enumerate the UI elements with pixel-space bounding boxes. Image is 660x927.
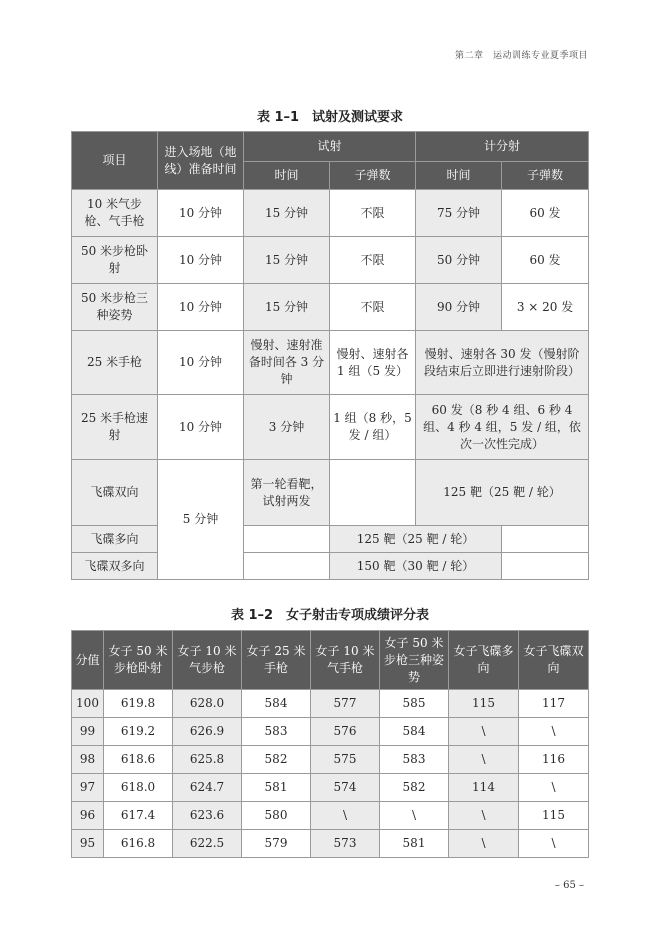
cell-scoring: 125 靶（25 靶 / 轮）: [330, 526, 502, 553]
cell-prep: 5 分钟: [158, 460, 244, 580]
cell-score: 628.0: [173, 690, 242, 718]
cell-score-value: 98: [72, 746, 104, 774]
table-row: [72, 395, 589, 460]
cell-score: 576: [311, 718, 380, 746]
header-score-ammo: 子弹数: [502, 162, 589, 190]
cell-score: 619.2: [104, 718, 173, 746]
cell-score-value: 96: [72, 802, 104, 830]
header-10m-air-rifle: 女子 10 米气步枪: [173, 631, 242, 690]
cell-score: 582: [242, 746, 311, 774]
cell-score: \: [449, 718, 519, 746]
cell-trial-ammo: 不限: [330, 190, 416, 237]
cell-item: 飞碟多向: [72, 526, 158, 553]
cell-trial-time: 慢射、速射准备时间各 3 分钟: [244, 331, 330, 395]
cell-score: 114: [449, 774, 519, 802]
cell-score: 582: [380, 774, 449, 802]
cell-trial-ammo: 1 组（8 秒，5 发 / 组）: [330, 395, 416, 460]
cell-score: 581: [380, 830, 449, 858]
cell-trial-ammo: 不限: [330, 237, 416, 284]
cell-trial-ammo: 不限: [330, 284, 416, 331]
cell-score: 617.4: [104, 802, 173, 830]
cell-score: 577: [311, 690, 380, 718]
cell-score: \: [519, 718, 589, 746]
cell-score: 580: [242, 802, 311, 830]
cell-score: 115: [519, 802, 589, 830]
header-item: 项目: [72, 132, 158, 190]
table-row: [72, 237, 589, 284]
cell-trial-time: 3 分钟: [244, 395, 330, 460]
header-trial-ammo: 子弹数: [330, 162, 416, 190]
cell-score-ammo: 60 发: [502, 190, 589, 237]
cell-score: 624.7: [173, 774, 242, 802]
table-row: [72, 774, 589, 802]
cell-score: 619.8: [104, 690, 173, 718]
cell-score: 585: [380, 690, 449, 718]
cell-item: 25 米手枪速射: [72, 395, 158, 460]
table1-title: 表 1–1 试射及测试要求: [256, 110, 404, 125]
table-row: [72, 746, 589, 774]
cell-score-value: 99: [72, 718, 104, 746]
cell-trial-time: 15 分钟: [244, 284, 330, 331]
cell-prep: 10 分钟: [158, 190, 244, 237]
running-header: 第二章 运动训练专业夏季项目: [454, 51, 588, 61]
table2-title: 表 1–2 女子射击专项成绩评分表: [230, 608, 430, 623]
cell-trial-time: [244, 526, 330, 553]
cell-score: 625.8: [173, 746, 242, 774]
cell-item: 50 米步枪卧射: [72, 237, 158, 284]
table-row: [72, 526, 589, 553]
cell-score: \: [449, 830, 519, 858]
cell-trial-ammo: 慢射、速射各 1 组（5 发）: [330, 331, 416, 395]
header-trap: 女子飞碟多向: [449, 631, 519, 690]
cell-trial-ammo: [330, 460, 416, 526]
header-double-trap: 女子飞碟双向: [519, 631, 589, 690]
cell-score: 623.6: [173, 802, 242, 830]
cell-score: 579: [242, 830, 311, 858]
cell-scoring: 慢射、速射各 30 发（慢射阶段结束后立即进行速射阶段）: [416, 331, 589, 395]
cell-score-ammo: [502, 526, 589, 553]
cell-score: 583: [380, 746, 449, 774]
cell-score: \: [311, 802, 380, 830]
test-requirements-table: [71, 131, 589, 580]
cell-score: 583: [242, 718, 311, 746]
header-50m-prone: 女子 50 米步枪卧射: [104, 631, 173, 690]
cell-score-ammo: [502, 553, 589, 580]
cell-scoring: 125 靶（25 靶 / 轮）: [416, 460, 589, 526]
cell-trial-time: 第一轮看靶，试射两发: [244, 460, 330, 526]
cell-score: 584: [380, 718, 449, 746]
cell-trial-time: 15 分钟: [244, 237, 330, 284]
cell-score: 626.9: [173, 718, 242, 746]
table-row: [72, 802, 589, 830]
cell-score: 117: [519, 690, 589, 718]
cell-item: 10 米气步枪、气手枪: [72, 190, 158, 237]
header-trial: 试射: [244, 132, 416, 162]
cell-score: 618.0: [104, 774, 173, 802]
table-row: [72, 460, 589, 526]
cell-item: 50 米步枪三种姿势: [72, 284, 158, 331]
header-trial-time: 时间: [244, 162, 330, 190]
cell-score-time: 90 分钟: [416, 284, 502, 331]
table-row: [72, 718, 589, 746]
cell-score: \: [380, 802, 449, 830]
cell-score: \: [519, 774, 589, 802]
table-row: [72, 553, 589, 580]
cell-item: 飞碟双多向: [72, 553, 158, 580]
header-prep: 进入场地（地线）准备时间: [158, 132, 244, 190]
cell-score: \: [449, 802, 519, 830]
cell-score-value: 100: [72, 690, 104, 718]
cell-prep: 10 分钟: [158, 331, 244, 395]
header-25m-pistol: 女子 25 米手枪: [242, 631, 311, 690]
table-row: [72, 690, 589, 718]
cell-item: 25 米手枪: [72, 331, 158, 395]
cell-trial-time: [244, 553, 330, 580]
table-row: [72, 284, 589, 331]
cell-score: 584: [242, 690, 311, 718]
cell-score-time: 75 分钟: [416, 190, 502, 237]
cell-score: 618.6: [104, 746, 173, 774]
cell-score: 115: [449, 690, 519, 718]
cell-score: 573: [311, 830, 380, 858]
cell-score-time: 50 分钟: [416, 237, 502, 284]
header-50m-3-positions: 女子 50 米步枪三种姿势: [380, 631, 449, 690]
header-score-time: 时间: [416, 162, 502, 190]
cell-score-value: 97: [72, 774, 104, 802]
table-row: [72, 830, 589, 858]
cell-score-ammo: 3 × 20 发: [502, 284, 589, 331]
table-row: [72, 190, 589, 237]
cell-prep: 10 分钟: [158, 395, 244, 460]
scoring-table: [71, 630, 589, 858]
cell-prep: 10 分钟: [158, 284, 244, 331]
header-scoring: 计分射: [416, 132, 589, 162]
cell-prep: 10 分钟: [158, 237, 244, 284]
table-row: [72, 331, 589, 395]
page-number: – 65 –: [554, 880, 584, 891]
cell-score: 575: [311, 746, 380, 774]
cell-score: 622.5: [173, 830, 242, 858]
cell-trial-time: 15 分钟: [244, 190, 330, 237]
cell-score: \: [519, 830, 589, 858]
cell-score-ammo: 60 发: [502, 237, 589, 284]
cell-score: 616.8: [104, 830, 173, 858]
cell-scoring: 150 靶（30 靶 / 轮）: [330, 553, 502, 580]
cell-score: 116: [519, 746, 589, 774]
header-10m-air-pistol: 女子 10 米气手枪: [311, 631, 380, 690]
cell-score: \: [449, 746, 519, 774]
cell-score-value: 95: [72, 830, 104, 858]
header-score-value: 分值: [72, 631, 104, 690]
cell-score: 581: [242, 774, 311, 802]
cell-scoring: 60 发（8 秒 4 组、6 秒 4 组、4 秒 4 组，5 发 / 组，依次一次性完成）: [416, 395, 589, 460]
cell-item: 飞碟双向: [72, 460, 158, 526]
cell-score: 574: [311, 774, 380, 802]
